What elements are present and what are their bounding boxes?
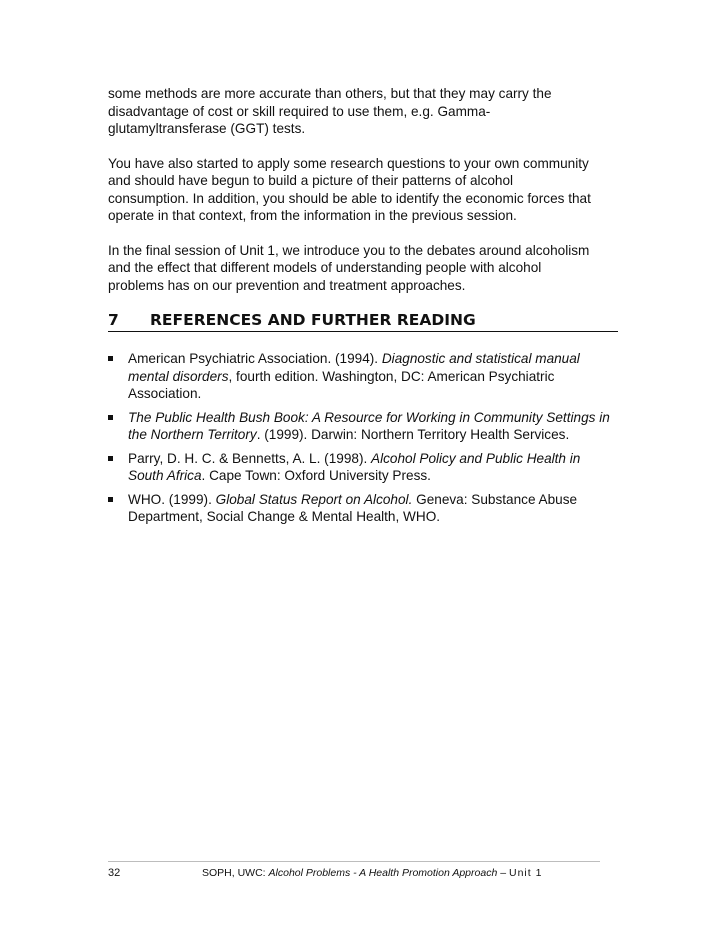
page-footer [108,861,600,881]
reference-text: Geneva: Substance Abuse Department, Social Change & Mental Health, WHO. [128,491,578,524]
footer-title: Alcohol Problems - A Health Promotion Approach [268,867,498,879]
reference-item [108,409,618,444]
footer-prefix: SOPH, UWC: [202,867,269,879]
reference-title: Diagnostic and statistical manual mental disorders [128,351,580,384]
square-bullet-icon [108,356,113,361]
square-bullet-icon [108,497,113,502]
reference-text: , fourth edition. Washington, DC: American Psychiatric Association. [128,368,555,401]
footer-dash: – [497,867,509,879]
reference-item [108,491,618,526]
reference-text: . (1999). Darwin: Northern Territory Health Services. [256,427,570,442]
body-paragraph: In the final session of Unit 1, we introduce you to the debates around alcoholism and the effect that different models of understanding people with alcohol problems has on our prevention and treatment approaches. [108,242,590,293]
reference-title: The Public Health Bush Book: A Resource for Working in Community Settings in the Northern Territory [128,409,610,442]
section-heading [108,311,618,332]
reference-title: Alcohol Policy and Public Health in South Africa [128,450,581,483]
footer-text [202,866,542,880]
footer-unit: Unit 1 [508,867,543,879]
body-paragraph: You have also started to apply some research questions to your own community and should have begun to build a picture of their patterns of alcohol consumption. In addition, you should be able to identify the economic forces that operate in that context, from the information in the previous session. [108,155,591,223]
page-number: 32 [108,867,121,879]
body-paragraph: some methods are more accurate than others, but that they may carry the disadvantage of cost or skill required to use them, e.g. Gamma- glutamyltransferase (GGT) tests. [108,86,552,136]
reference-list [108,350,618,526]
reference-text: American Psychiatric Association. (1994). [128,351,382,366]
square-bullet-icon [108,415,113,420]
reference-text: . Cape Town: Oxford University Press. [201,468,431,483]
page-content [108,85,618,532]
section-number: 7 [108,311,119,329]
square-bullet-icon [108,456,113,461]
reference-text: Parry, D. H. C. & Bennetts, A. L. (1998). [128,450,372,466]
reference-title: Global Status Report on Alcohol. [215,491,413,507]
reference-text: WHO. (1999). [128,491,216,507]
section-title: REFERENCES AND FURTHER READING [150,311,476,329]
reference-item [108,350,618,403]
reference-item [108,450,618,485]
